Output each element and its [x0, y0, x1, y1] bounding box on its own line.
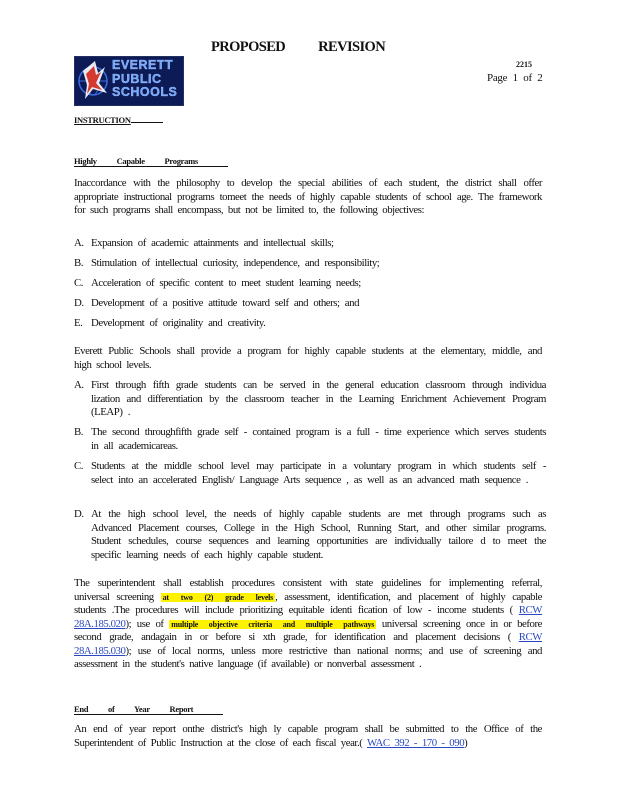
section-heading: INSTRUCTION — [74, 115, 163, 125]
intro-paragraph: Inaccordance with the philosophy to develop the special abilities of each student, the district shall offer appropriate instructional programs tomeet the needs of highly capable students of school age. The framework for such programs shall encompass, but not be limited to, the following objectives: — [74, 177, 542, 216]
document-title: PROPOSED REVISION — [211, 39, 386, 55]
subheading-highly-capable: Highly Capable Programs — [74, 156, 228, 167]
program-intro-paragraph: Everett Public Schools shall provide a program for highly capable students at the elementary, middle, and high school levels. — [74, 345, 542, 371]
logo-wordmark: EVERETT PUBLIC SCHOOLS — [112, 58, 178, 99]
district-logo — [74, 56, 184, 106]
policy-number: 2215 — [516, 60, 532, 69]
highlighted-text: at two (2) grade levels — [162, 592, 274, 602]
report-paragraph: An end of year report onthe district's high ly capable program shall be submitted to the Office of the Superintendent of Public Instruction at the close of each fiscal year.( WAC 392 - 170 - 090) — [74, 723, 542, 749]
wac-link[interactable]: WAC 392 - 170 - 090 — [366, 736, 465, 749]
rcw-link[interactable]: RCW 28A.185.020 — [74, 604, 543, 630]
document-page: PROPOSED REVISION EVERETT PUBLIC SCHOOLS 2215 Page 1 of 2 INSTRUCTION Highly Capable Programs Inaccordance with the philosophy to develop the special abilities of each student, the district shall offer appropriate instructional programs tomeet the needs of highly capable students of school age. The framework for such programs shall encompass, but not be limited to, the following objectives: A. Expansion of academic attainments and intellectual skills; B. Stimulation of intellectual curiosity, independence, and responsibility; C. Acceleration of specific content to meet student learning needs; D. Development of a positive attitude toward self and others; and E. Development of originality and creativity. Everett Public Schools shall provide a program for highly capable students at the elementary, middle, and high school levels. A. First through fifth grade students can be served in the general education classroom through individua lization and differentiation by the classroom teacher in the Learning Enrichment Achievement Program (LEAP) . B. The second throughfifth grade self - contained program is a full - time experience which serves students in all academicareas. C. Students at the middle school level may participate in a voluntary program in which students self - select into an accelerated English/ Language Arts sequence , as well as an advanced math sequence . D. At the high school level, the needs of highly capable students are met through programs such as Advanced Placement courses, College in the High School, Running Start, and other similar programs. Student schedules, course sequences and learning opportunities are individually tailore d to meet the specific learning needs of each highly capable student. The superintendent shall establish procedures consistent with state guidelines for implementing referral, universal screening at two (2) grade levels , assessment, identification, and placement of highly capable students .The procedures will include prioritizing equitable identi fication of low - income students ( RCW 28A.185.020); use of multiple objective criteria and multiple pathways universal screening once in or before second grade, andagain in or before si xth grade, for identification and placement decisions ( RCW 28A.185.030); use of local norms, unless more restrictive than national norms; and use of screening and assessment in the student's native language (if available) or nonverbal assessment . End of Year Report An end of year report onthe district's high ly capable program shall be submitted to the Office of the Superintendent of Public Instruction at the close of each fiscal year.( WAC 392 - 170 - 090) — [74, 39, 546, 749]
procedures-paragraph: The superintendent shall establish procedures consistent with state guidelines for implementing referral, universal screening at two (2) grade levels , assessment, identification, and placement of highly capable students .The procedures will include prioritizing equitable identi fication of low - income students ( RCW 28A.185.020); use of multiple objective criteria and multiple pathways universal screening once in or before second grade, andagain in or before si xth grade, for identification and placement decisions ( RCW 28A.185.030); use of local norms, unless more restrictive than national norms; and use of screening and assessment in the student's native language (if available) or nonverbal assessment . — [74, 577, 543, 670]
page-indicator: Page 1 of 2 — [487, 72, 543, 84]
rcw-link[interactable]: RCW 28A.185.030 — [74, 631, 543, 657]
highlighted-text: multiple objective criteria and multiple pathways — [171, 619, 375, 629]
subheading-end-of-year: End of Year Report — [74, 704, 223, 715]
